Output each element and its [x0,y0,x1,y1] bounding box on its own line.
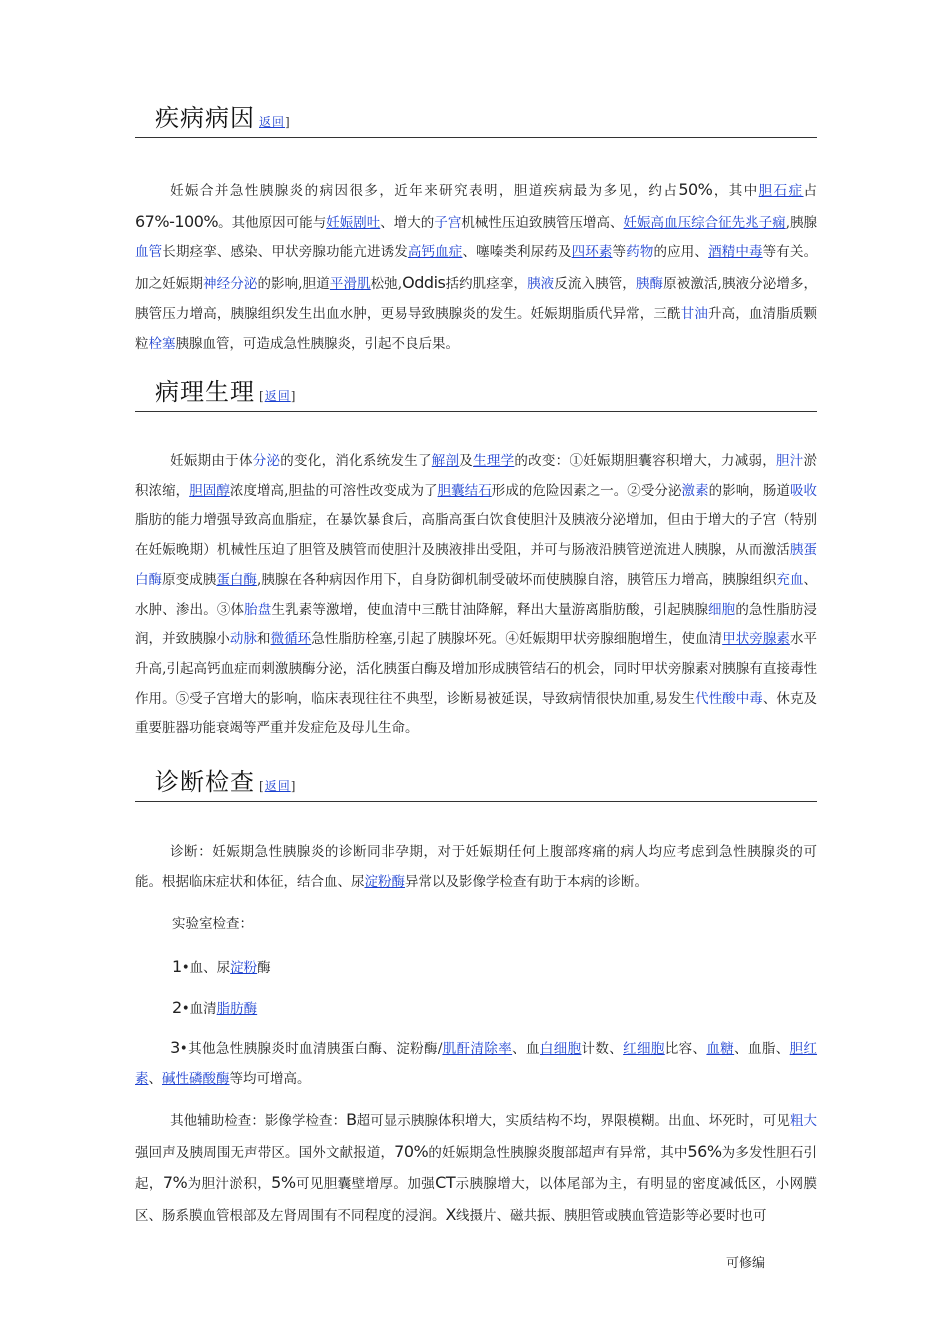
text-run: 计数、 [581,1041,624,1057]
text-run: 的急性脂肪浸润，并致胰腺小 [135,601,818,648]
text-run: 浓度增高,胆盐的可溶性改变成为了 [229,482,438,499]
term-link[interactable]: 解剖 [431,453,460,469]
text-run: 升高，血清脂质颗粒 [135,305,818,352]
section-header-diagnosis [135,765,817,802]
text-run: 可见胆囊壁增厚。加强 [295,1176,436,1193]
text-run: 括约肌痉挛， [445,276,528,293]
lab-heading: 实验室检查： [172,916,253,932]
back-link-diagnosis-wrap: [返回] [259,779,297,793]
term-link[interactable]: 动脉 [229,631,257,648]
text-run: 比容、 [664,1041,707,1057]
number-text: B [346,1110,357,1129]
term-link[interactable]: 胆石症 [758,183,804,199]
text-run: ,胰腺 [785,214,818,231]
text-run: 急性脂肪栓塞,引起了胰腺坏死。④妊娠期甲状旁腺细胞增生，使血清 [311,631,723,648]
term-link[interactable]: 栓塞 [148,335,176,352]
text-run: 诊断：妊娠期急性胰腺炎的诊断同非孕期，对于妊娠期任何上腹部疼痛的病人均应考虑到急性胰腺炎的可能。根据临床症状和体征，结合血、尿 [135,844,817,890]
term-link[interactable]: 胰蛋白酶 [135,542,818,588]
diagnosis-intro-paragraph [135,838,817,897]
text-run: 淤积浓缩， [135,453,818,499]
term-link[interactable]: 胰酶 [635,276,664,293]
term-link[interactable]: 胆固醇 [189,482,230,499]
term-link[interactable]: 激素 [681,482,709,499]
text-run: 的影响,胆道 [257,276,330,293]
text-run: 、血 [512,1041,540,1057]
text-run: ，其中 [712,183,759,199]
back-link-etiology-wrap: 返回] [259,115,291,129]
lab-item-2 [172,993,817,1025]
text-run: 生乳素等激增，使血清中三酰甘油降解，释出大量游离脂肪酸，引起胰腺 [271,601,709,618]
term-link[interactable]: 酒精中毒 [708,244,763,261]
section-header-pathophysiology [135,375,817,412]
term-link[interactable]: 分泌 [252,453,281,469]
text-run: 示胰腺增大，以体尾部为主，有明显的密度减低区，小网膜区、肠系膜血管根部及左肾周围有不同程度的浸润。 [135,1176,818,1225]
term-link[interactable]: 四环素 [571,244,613,261]
text-run: 的变化，消化系统发生了 [280,453,432,469]
number-text: Oddis [402,273,446,293]
text-run: 等均可增高。 [229,1070,311,1087]
text-run: 、 [148,1070,162,1087]
number-text: 1 [172,957,182,976]
number-text: 3 [170,1038,180,1057]
text-run: 形成的危险因素之一。②受分泌 [491,482,682,499]
term-link[interactable]: 血管 [135,244,163,261]
number-text: CT [435,1173,456,1193]
text-run: 。其他原因可能与 [218,214,327,231]
term-link[interactable]: 碱性磷酸酶 [162,1070,230,1087]
back-link-pathophysiology-wrap: [返回] [259,389,297,403]
back-link-diagnosis[interactable]: 返回 [264,779,291,793]
text-run: 松弛, [370,276,403,293]
text-run: 等有关。加之妊娠期 [135,244,818,293]
text-run: 原变成胰 [162,571,217,588]
text-run: 线摄片、磁共振、胰胆管或胰血管造影等必要时也可 [455,1208,767,1225]
text-run: 水平升高,引起高钙血症而刺激胰酶分泌，活化胰蛋白酶及增加形成胰管结石的机会，同时甲状旁腺素对胰腺有直接毒性作用。⑤受子宫增大的影响，临床表现往往不典型，诊断易被延误，导致病情很快加重,易发生 [135,631,818,707]
back-link-etiology[interactable]: 返回 [259,115,286,129]
term-link[interactable]: 生理学 [473,453,515,469]
text-run: 占 [803,183,818,199]
text-run: 的妊娠期急性胰腺炎腹部超声有异常，其中 [428,1144,688,1161]
section-title-etiology: 疾病病因 [155,104,255,132]
term-link[interactable]: 胰液 [527,276,555,293]
term-link[interactable]: 药物 [626,244,654,261]
term-link[interactable]: 甘油 [680,305,709,322]
text-run: 长期痉挛、感染、甲状旁腺功能亢进诱发 [162,244,408,261]
number-text: 50% [678,180,713,199]
term-link[interactable]: 细胞 [708,601,736,618]
term-link[interactable]: 充血 [776,571,804,588]
text-run: 反流入胰管， [554,276,636,293]
term-link[interactable]: 肌酐清除率 [442,1041,513,1057]
text-run: •血清 [181,1001,217,1017]
term-link[interactable]: 白细胞 [539,1041,582,1057]
text-run: 和 [257,631,271,648]
number-text: 2 [172,998,182,1017]
term-link[interactable]: 平滑肌 [329,276,371,293]
text-run: 、噻嗪类利尿药及 [462,244,572,261]
term-link[interactable]: 妊娠剧吐 [326,214,381,231]
number-text: X [445,1205,456,1225]
lab-item-1 [172,952,817,984]
term-link[interactable]: 高钙血症 [407,244,463,261]
term-link[interactable]: 甲状旁腺素 [722,631,790,648]
term-link[interactable]: 粗大 [789,1113,818,1129]
term-link[interactable]: 红细胞 [623,1041,665,1057]
text-run: 妊娠期由于体 [170,453,253,469]
number-text: 7% [162,1173,188,1193]
term-link[interactable]: 吸收 [789,482,818,499]
etiology-paragraph [135,175,817,359]
text-run: 的应用、 [653,244,709,261]
back-link-pathophysiology[interactable]: 返回 [264,389,291,403]
text-run: 、增大的 [380,214,435,231]
text-run: 、休克及重要脏器功能衰竭等严重并发症危及母儿生命。 [135,690,818,737]
term-link[interactable]: 神经分泌 [203,276,258,293]
term-link[interactable]: 胆红素 [135,1041,818,1087]
term-link[interactable]: 脂肪酶 [216,1001,258,1017]
term-link[interactable]: 妊娠高血压综合征先兆子痫 [623,214,786,231]
text-run: ,胰腺在各种病因作用下，自身防御机制受破坏而使胰腺自溶，胰管压力增高，胰腺组织 [257,571,777,588]
term-link[interactable]: 血糖 [706,1041,735,1057]
term-link[interactable]: 胆汁 [776,453,804,469]
term-link[interactable]: 子宫 [434,214,462,231]
text-run: •血、尿 [181,960,231,976]
text-run: 为多发性胆石引起， [135,1144,818,1193]
text-run: 胰腺血管，可造成急性胰腺炎，引起不良后果。 [175,335,459,352]
number-text: 5% [271,1173,296,1193]
term-link[interactable]: 胎盘 [244,601,272,618]
lab-item-3 [135,1033,817,1094]
text-run: 、血脂、 [734,1041,790,1057]
text-run: 等 [612,244,627,261]
term-link[interactable]: 胆囊结石 [437,482,492,499]
section-title-diagnosis: 诊断检查 [155,768,255,796]
pathophysiology-paragraph [135,447,817,744]
text-run: 、水肿、渗出。③体 [135,571,818,618]
text-run: 脂肪的能力增强导致高血脂症，在暴饮暴食后，高脂高蛋白饮食使胆汁及胰液分泌增加，但由于增大的子宫（特别在妊娠晚期）机械性压迫了胆管及胰管而使胆汁及胰液排出受阻，并可与肠液沿胰管逆流进人胰腺，从而激活 [135,512,817,559]
text-run: 异常以及影像学检查有助于本病的诊断。 [405,873,648,890]
text-run: 及 [459,453,474,469]
section-title-pathophysiology: 病理生理 [155,378,255,406]
term-link[interactable]: 淀粉酶 [364,873,405,890]
number-text: 70% [394,1141,429,1161]
footer-note: 可修编 [726,1256,766,1271]
section-header-etiology [135,101,817,138]
text-run: 酶 [257,960,271,976]
term-link[interactable]: 代性酸中毒 [695,690,763,707]
term-link[interactable]: 淀粉 [230,960,258,976]
text-run: •其他急性胰腺炎时血清胰蛋白酶、淀粉酶/ [179,1041,443,1057]
text-run: 其他辅助检查：影像学检查： [170,1113,347,1129]
text-run: 的改变：①妊娠期胆囊容积增大，力减弱， [514,453,776,469]
text-run: 为胆汁淤积， [187,1176,272,1193]
number-text: 56% [687,1141,722,1161]
term-link[interactable]: 蛋白酶 [216,571,257,588]
text-run: 超可显示胰腺体积增大，实质结构不均，界限模糊。出血、坏死时，可见 [356,1113,790,1129]
text-run: 强回声及胰周围无声带区。国外文献报道， [135,1144,395,1161]
text-run: 妊娠合并急性胰腺炎的病因很多，近年来研究表明，胆道疾病最为多见，约占 [170,183,679,199]
text-run: 机械性压迫致胰管压增高、 [461,214,624,231]
text-run: 的影响，肠道 [708,482,790,499]
term-link[interactable]: 微循环 [270,631,312,648]
text-run: 原被激活,胰液分泌增多，胰管压力增高，胰腺组织发生出血水肿，更易导致胰腺炎的发生。妊娠期脂质代异常，三酰 [135,276,818,322]
number-text: 67%-100% [135,211,219,231]
imaging-paragraph [135,1105,817,1232]
